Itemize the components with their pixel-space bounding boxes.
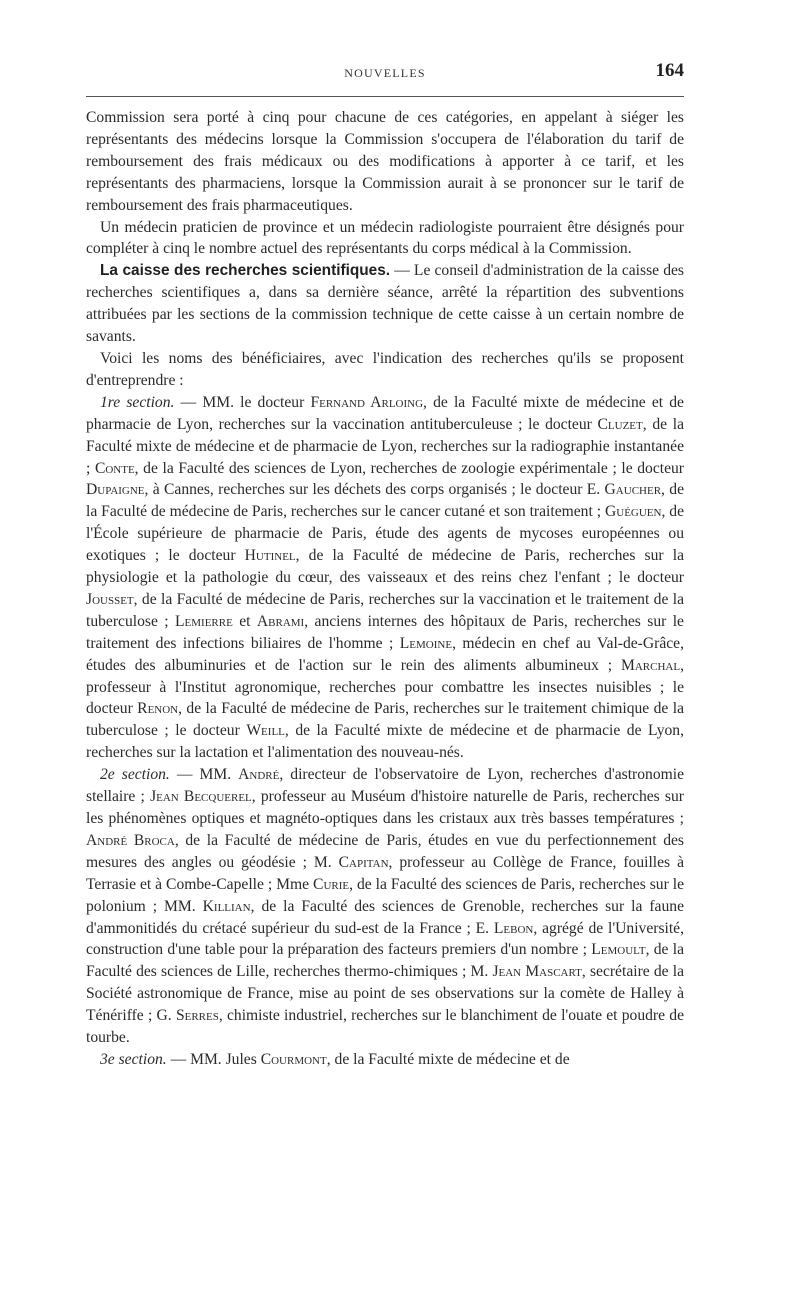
person-name: Marchal <box>621 656 681 674</box>
section-3-text: , de la Faculté mixte de médecine et de <box>326 1050 570 1068</box>
section-2-text: — MM. <box>169 766 239 784</box>
paragraph-medecin-praticien: Un médecin praticien de province et un médecin radiologiste pourraient être désignés pour compléter à cinq le nombre actuel des représentants du corps médical à la Commission. <box>86 218 684 258</box>
person-name: Renon <box>137 700 179 718</box>
section-2-text: , agrégé de l'Université, construction d'une table pour la préparation des facteurs premiers d'un nombre ; <box>86 919 685 959</box>
paragraph-section-2 <box>86 764 684 1049</box>
person-name: André <box>238 766 280 784</box>
person-name: Hutinel <box>244 547 296 565</box>
section-3-text: — MM. Jules <box>166 1050 261 1068</box>
person-name: Lebon <box>493 919 534 937</box>
person-name: Serres <box>175 1007 219 1025</box>
paragraph-beneficiaires: Voici les noms des bénéficiaires, avec l'indication des recherches qu'ils se proposent d'entreprendre : <box>86 349 684 389</box>
section-1-text: , de la Faculté de médecine de Paris, recherches sur la vaccination et le traitement de la tuberculose ; <box>86 590 684 630</box>
person-name: Jean Mascart <box>492 963 582 981</box>
section-1-text: et <box>232 612 257 630</box>
section-2-text: , de la Faculté des sciences de Grenoble, recherches sur la faune d'ammonitidés du crétacé supérieur du sud-est de la France ; E. <box>86 897 684 937</box>
section-2-text: , professeur au Collège de France, fouilles à Terrasie et à Combe-Capelle ; Mme <box>86 853 684 893</box>
section-2-text: , secrétaire de la Société astronomique de France, mise au point de ses observations sur la comète de Halley à Ténériffe ; G. <box>86 963 684 1025</box>
section-1-text: , médecin en chef au Val-de-Grâce, études des albuminuries et de l'action sur le rein des aliments albumineux ; <box>86 634 684 674</box>
paragraph-caisse-recherches <box>86 260 684 348</box>
person-name: Lemierre <box>175 612 233 630</box>
person-name: Jean Becquerel <box>150 788 252 806</box>
person-name: Cluzet <box>597 415 643 433</box>
person-name: Courmont <box>260 1050 327 1068</box>
paragraph-section-1 <box>86 392 684 764</box>
person-name: Abrami <box>256 612 305 630</box>
section-1-text: , de la Faculté de médecine de Paris, recherches sur le traitement chimique de la tuberculose ; le docteur <box>86 700 684 740</box>
person-name: Lemoine <box>399 634 453 652</box>
paragraph-commission-continued: Commission sera porté à cinq pour chacune de ces catégories, en appelant à siéger les représentants des médecins lorsque la Commission s'occupera de l'élaboration du tarif de remboursement des frais médicaux ou des modifications à apporter à ce tarif, et les représentants des pharmaciens, lorsque la Commission aurait à se prononcer sur le tarif de remboursement des frais pharmaceutiques. <box>86 109 684 214</box>
section-1-text: , de la Faculté mixte de médecine et de pharmacie de Lyon, recherches sur la radiographie instantanée ; <box>86 415 684 477</box>
person-name: Guéguen <box>604 503 662 521</box>
section-1-text: , à Cannes, recherches sur les déchets des corps organisés ; le docteur E. <box>144 481 605 499</box>
paragraph-section-3 <box>86 1049 684 1071</box>
person-name: Fernand Arloing <box>310 393 424 411</box>
person-name: Gaucher <box>604 481 662 499</box>
person-name: Capitan <box>338 853 389 871</box>
person-name: Killian <box>202 897 251 915</box>
section-1-text: , de la Faculté des sciences de Lyon, recherches de zoologie expérimentale ; le docteur <box>134 459 684 477</box>
section-2-text: , directeur de l'observatoire de Lyon, recherches d'astronomie stellaire ; <box>86 766 685 806</box>
section-2-label: 2e section. <box>100 766 170 784</box>
section-1-label: 1re section. <box>100 393 175 411</box>
section-heading-caisse: La caisse des recherches scientifiques. <box>100 262 391 280</box>
section-1-text: , de la Faculté mixte de médecine et de pharmacie de Lyon, recherches sur la lactation et l'alimentation des nouveau-nés. <box>86 722 684 762</box>
section-1-text: , de la Faculté de médecine de Paris, recherches sur le cancer cutané et son traitement ; <box>86 481 684 521</box>
page-header <box>86 58 684 88</box>
section-2-text: , de la Faculté des sciences de Lille, recherches thermo-chimiques ; M. <box>86 941 684 981</box>
body-text <box>86 107 684 1071</box>
person-name: Curie <box>313 875 350 893</box>
running-title: NOUVELLES <box>344 66 426 80</box>
person-name: Conte <box>94 459 135 477</box>
person-name: Weill <box>246 722 285 740</box>
section-3-label: 3e section. <box>100 1050 167 1068</box>
section-2-text: , professeur au Muséum d'histoire naturelle de Paris, recherches sur les phénomènes optiques et magnéto-optiques dans les cristaux aux très basses températures ; <box>86 788 684 827</box>
person-name: Jousset <box>86 590 134 608</box>
person-name: Dupaigne <box>86 481 145 499</box>
section-1-text: , anciens internes des hôpitaux de Paris, recherches sur le traitement des infections biliaires de l'homme ; <box>86 612 684 652</box>
caisse-text: — Le conseil d'administration de la caisse des recherches scientifiques a, dans sa dernière séance, arrêté la répartition des subventions attribuées par les sections de la commission technique de cette caisse à un certain nombre de savants. <box>86 262 684 346</box>
person-name: André Broca <box>86 831 175 849</box>
document-page <box>86 58 684 1071</box>
section-1-text: , de l'École supérieure de pharmacie de Paris, étude des agents de mycoses européennes ou exotiques ; le docteur <box>86 503 685 565</box>
section-1-text: , de la Faculté mixte de médecine et de pharmacie de Lyon, recherches sur la vaccination antituberculeuse ; le docteur <box>86 393 684 433</box>
section-1-text: — MM. le docteur <box>174 393 311 411</box>
page-number: 164 <box>655 60 684 81</box>
section-1-text: , de la Faculté de médecine de Paris, recherches sur la physiologie et la pathologie du cœur, des vaisseaux et des reins chez l'enfant ; le docteur <box>86 547 684 587</box>
section-1-text: , professeur à l'Institut agronomique, recherches pour combattre les insectes nuisibles ; le docteur <box>86 656 684 718</box>
section-2-text: , de la Faculté de médecine de Paris, études en vue du perfectionnement des mesures des angles ou géodésie ; M. <box>86 831 684 871</box>
section-2-text: , chimiste industriel, recherches sur le blanchiment de l'ouate et poudre de tourbe. <box>86 1007 684 1047</box>
header-rule <box>86 96 684 97</box>
section-2-text: , de la Faculté des sciences de Paris, recherches sur le polonium ; MM. <box>86 875 685 915</box>
person-name: Lemoult <box>591 941 646 959</box>
